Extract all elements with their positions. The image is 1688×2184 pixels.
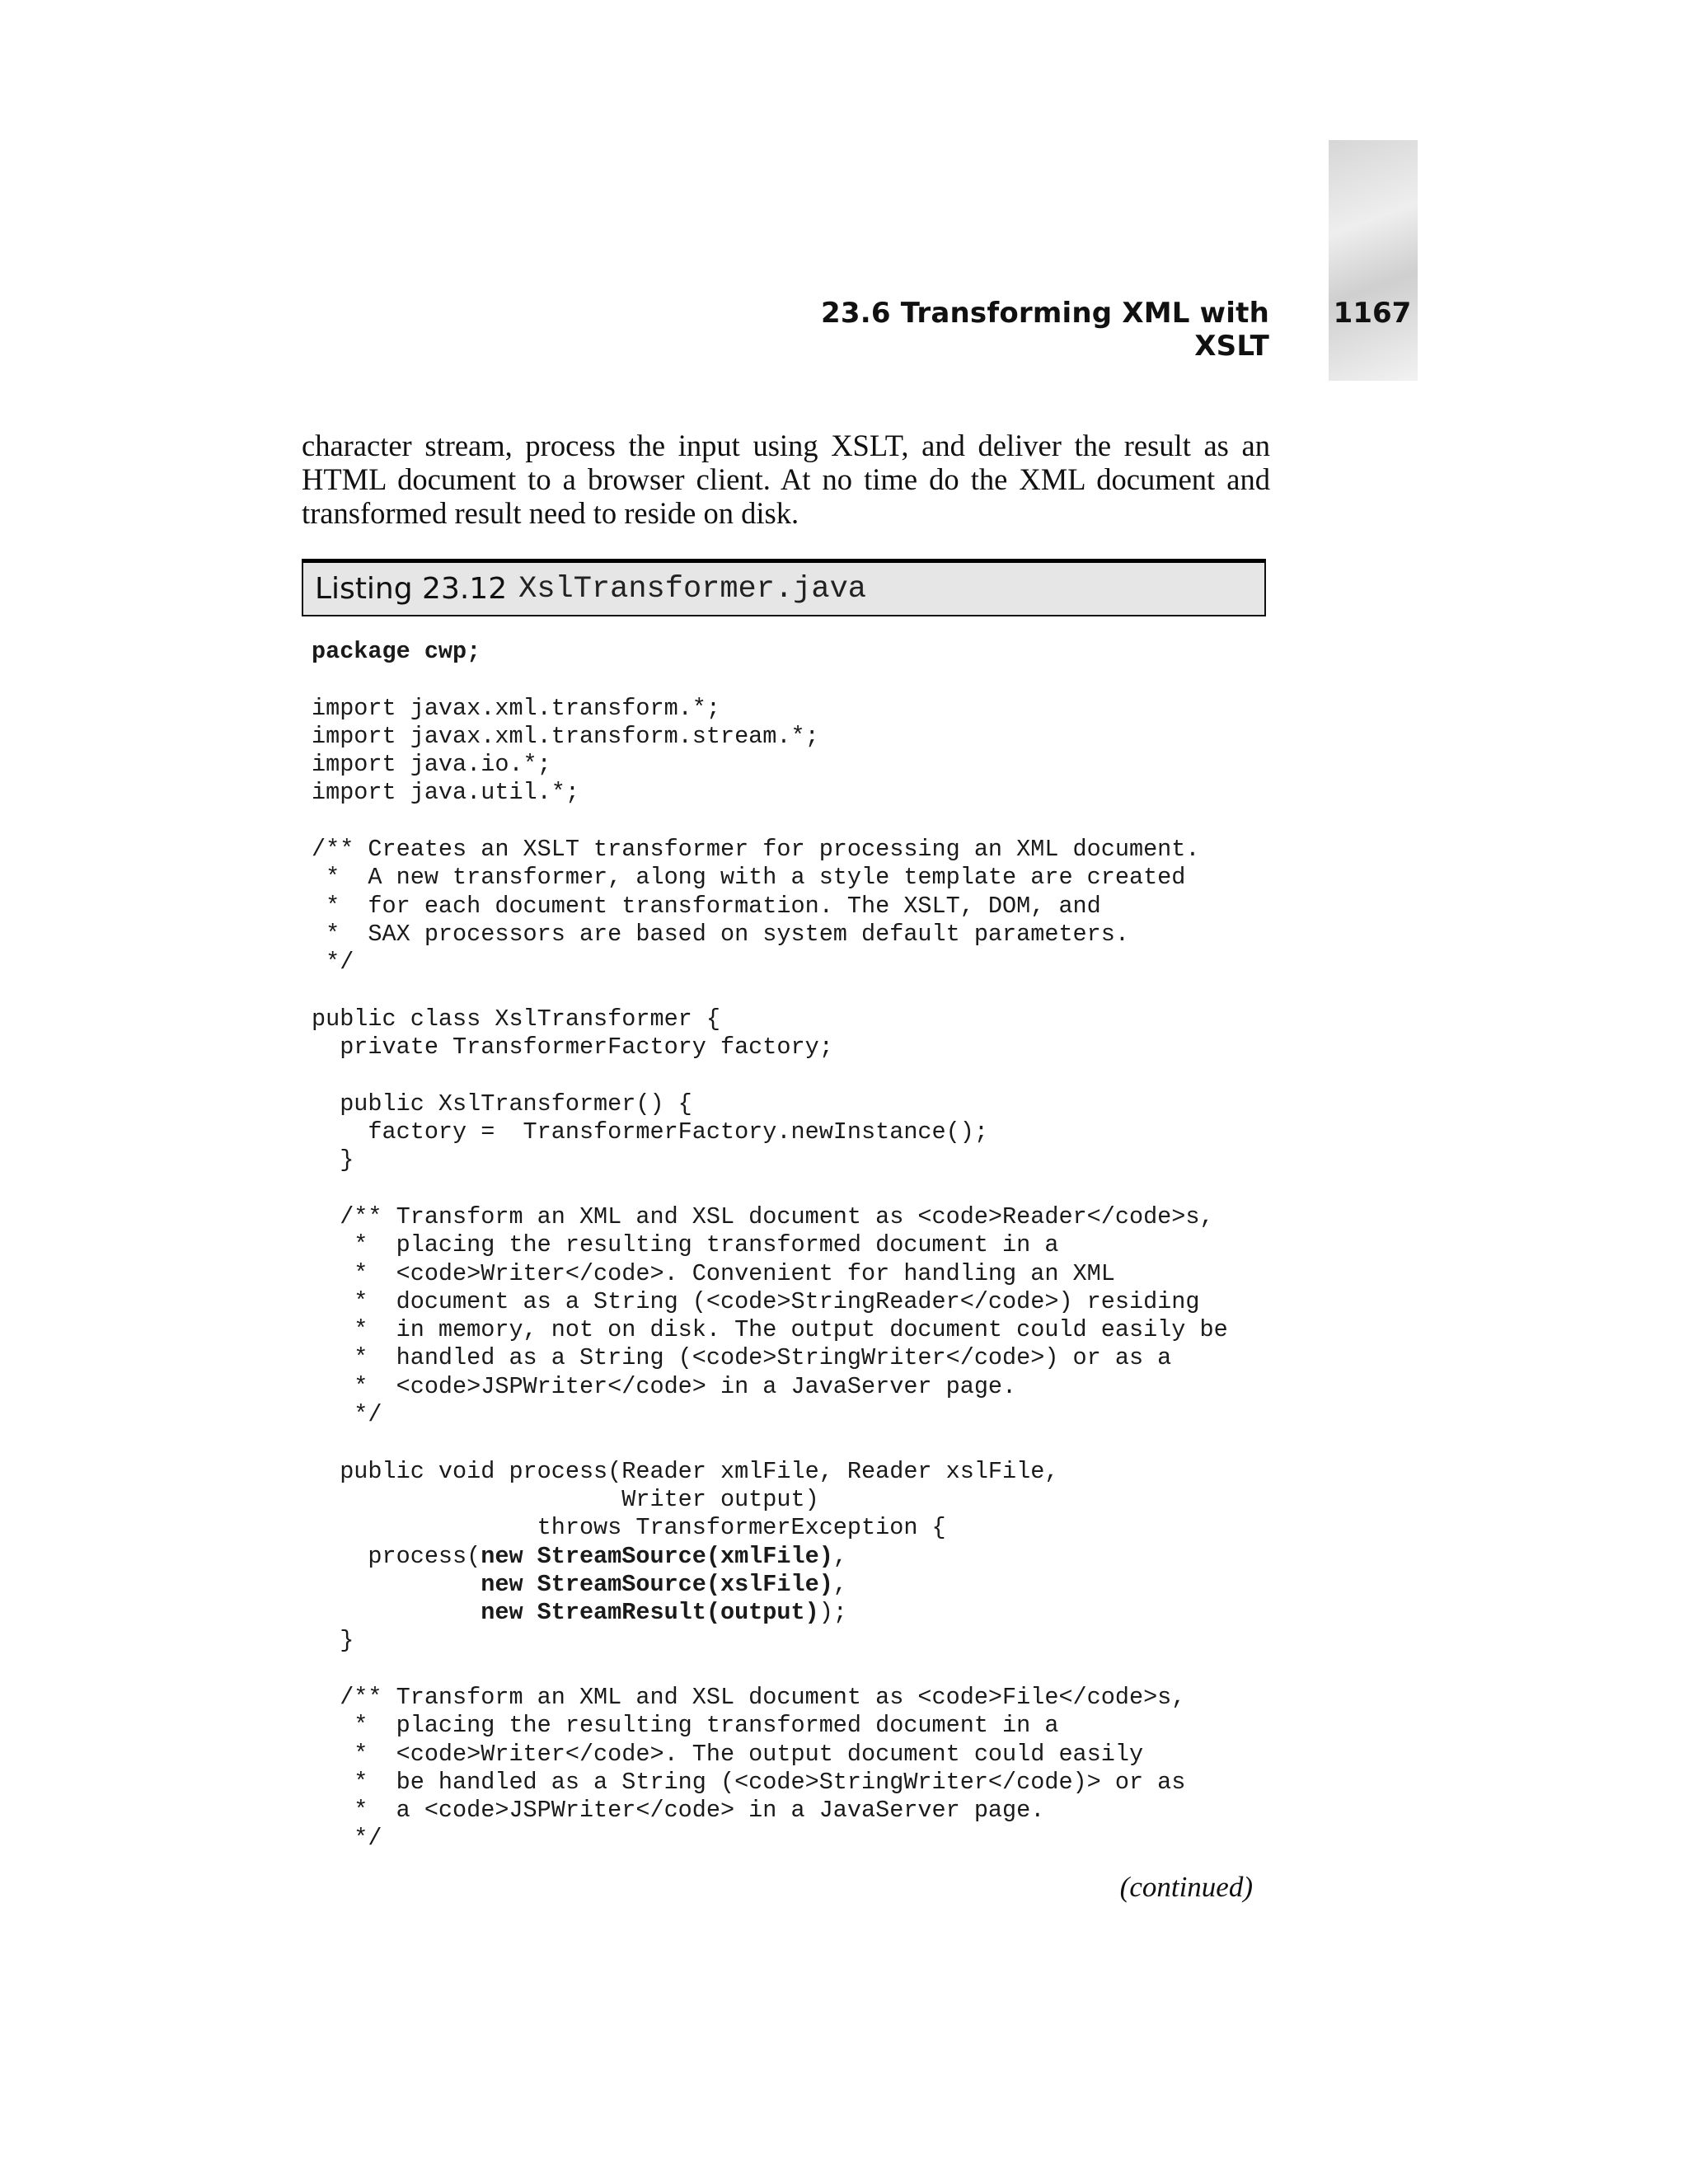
code-line: */ (312, 949, 354, 977)
code-line: throws TransformerException { (312, 1514, 946, 1542)
code-line: public void process(Reader xmlFile, Reader xslFile, (312, 1457, 1059, 1485)
page-number: 1167 (1333, 297, 1412, 330)
code-line (312, 808, 1228, 836)
code-line (312, 1062, 1228, 1090)
code-line: */ (312, 1825, 382, 1853)
code-line: * document as a String (<code>StringReader</code>) residing (312, 1287, 1200, 1315)
code-line: import java.io.*; (312, 751, 551, 779)
code-line (312, 1175, 1228, 1203)
code-line: private TransformerFactory factory; (312, 1033, 833, 1062)
code-line: } (312, 1627, 354, 1655)
code-line: import javax.xml.transform.stream.*; (312, 722, 819, 750)
code-line (312, 1429, 1228, 1457)
code-line: */ (312, 1401, 382, 1429)
code-line: package cwp; (312, 638, 481, 665)
code-line (312, 1656, 1228, 1684)
body-paragraph: character stream, process the input using XSLT, and deliver the result as an HTML document to a browser client. At no time do the XML document and transformed result need to reside on disk. (302, 429, 1270, 530)
code-line: Writer output) (312, 1485, 819, 1513)
code-listing (312, 638, 1228, 1854)
code-line: * in memory, not on disk. The output document could easily be (312, 1316, 1228, 1344)
code-line: } (312, 1146, 354, 1174)
code-line: public class XslTransformer { (312, 1005, 720, 1033)
code-line: * a <code>JSPWriter</code> in a JavaServer page. (312, 1797, 1045, 1825)
running-head-section-title: 23.6 Transforming XML with XSLT (821, 297, 1269, 363)
code-line: * for each document transformation. The XSLT, DOM, and (312, 892, 1101, 920)
code-line: factory = TransformerFactory.newInstance(); (312, 1118, 988, 1146)
code-line: * <code>Writer</code>. Convenient for handling an XML (312, 1259, 1115, 1287)
code-line: * <code>Writer</code>. The output document could easily (312, 1740, 1144, 1768)
code-line: * SAX processors are based on system default parameters. (312, 920, 1129, 948)
listing-filename: XslTransformer.java (518, 571, 866, 607)
code-line: process(new StreamSource(xmlFile), (312, 1542, 847, 1570)
code-line: new StreamSource(xslFile), (481, 1570, 847, 1598)
code-line: * A new transformer, along with a style template are created (312, 864, 1186, 892)
code-line: import javax.xml.transform.*; (312, 694, 720, 722)
code-line: * placing the resulting transformed document in a (312, 1712, 1059, 1740)
listing-caption-box (302, 559, 1266, 616)
code-line (312, 977, 1228, 1005)
code-line: public XslTransformer() { (312, 1090, 692, 1118)
code-line: * <code>JSPWriter</code> in a JavaServer page. (312, 1372, 1017, 1400)
code-line: /** Transform an XML and XSL document as <code>Reader</code>s, (312, 1202, 1214, 1230)
code-line: /** Transform an XML and XSL document as <code>File</code>s, (312, 1683, 1186, 1711)
continued-note: (continued) (1119, 1871, 1253, 1903)
code-line: * be handled as a String (<code>StringWriter</code)> or as (312, 1768, 1186, 1796)
code-line: new StreamResult(output)); (481, 1599, 847, 1627)
code-line: * handled as a String (<code>StringWriter</code>) or as a (312, 1344, 1172, 1372)
code-line: import java.util.*; (312, 779, 579, 807)
code-line: /** Creates an XSLT transformer for processing an XML document. (312, 836, 1200, 864)
page-thumb-tab (1329, 140, 1418, 381)
code-line (312, 666, 1228, 694)
code-line: * placing the resulting transformed document in a (312, 1231, 1059, 1259)
listing-label: Listing 23.12 (315, 572, 508, 606)
